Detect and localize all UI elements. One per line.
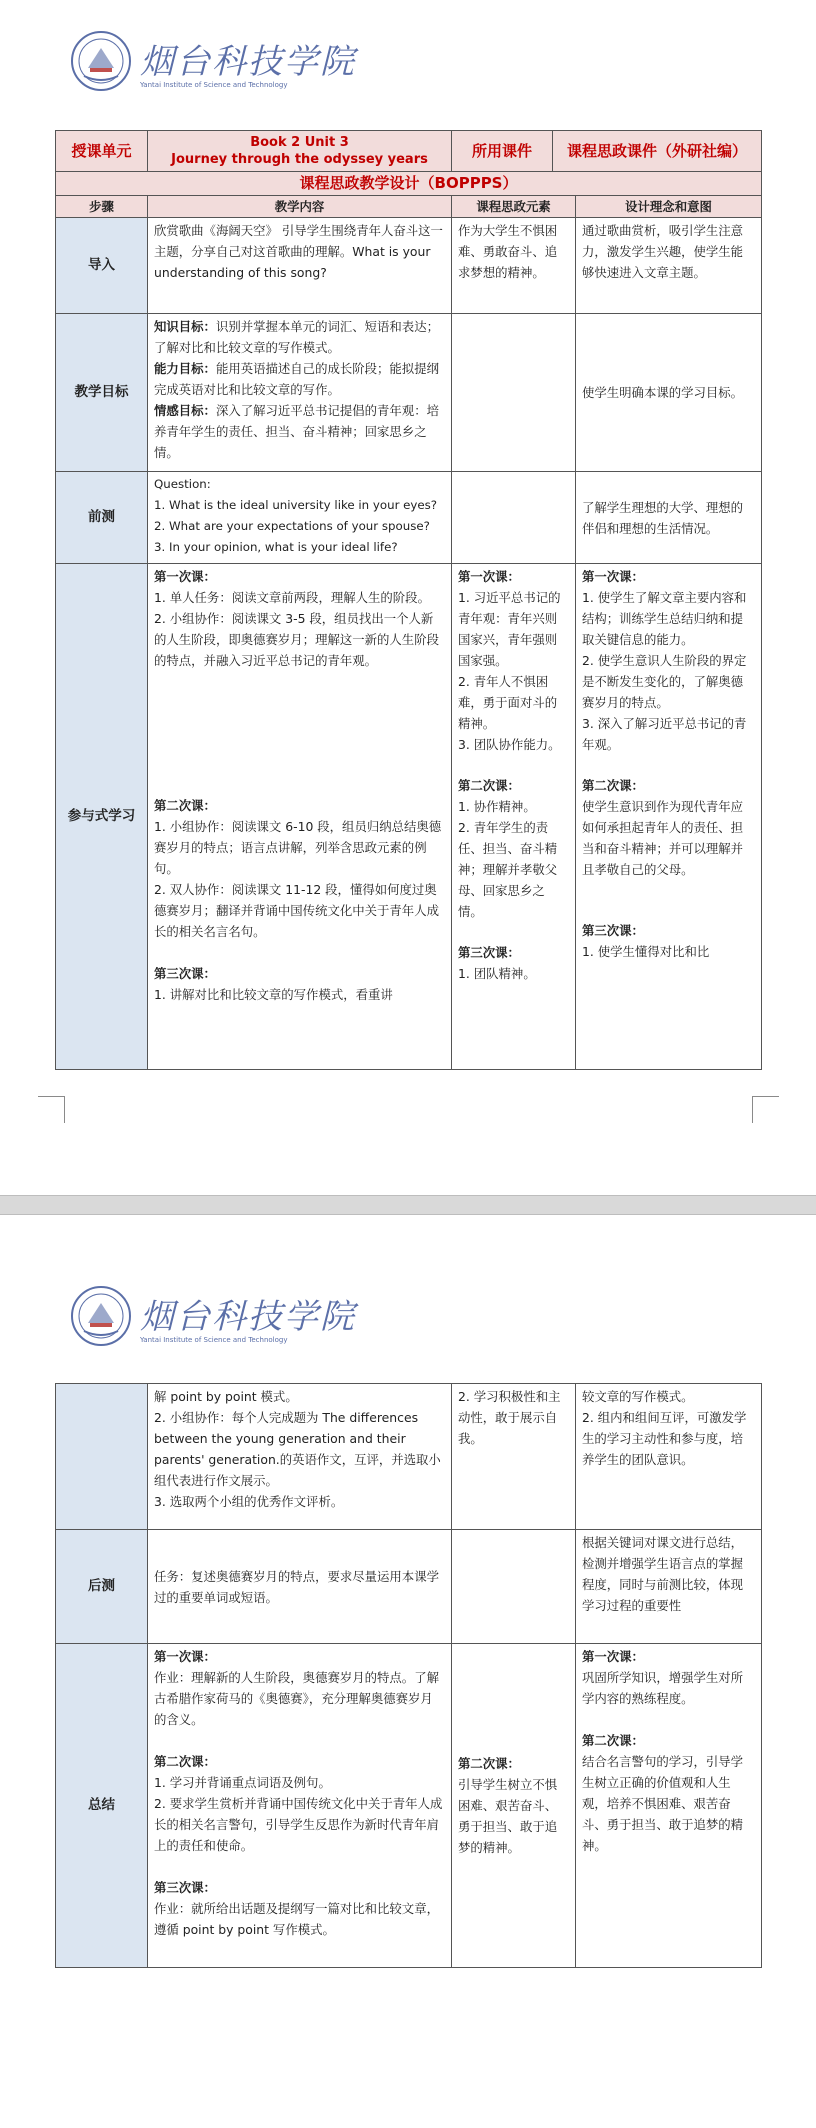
summary-element: 第二次课： 引导学生树立不惧困难、艰苦奋斗、勇于担当、敢于追梦的精神。 [452,1644,576,1968]
document-page-2 [0,1215,816,2128]
school-name-en: Yantai Institute of Science and Technology [140,1335,288,1344]
lesson-design-table-cont [55,1383,762,1968]
intro-intent: 通过歌曲赏析，吸引学生注意力，激发学生兴趣，使学生能够快速进入文章主题。 [576,218,762,314]
table-row [56,218,762,314]
step-pretest: 前测 [56,472,148,564]
posttest-intent: 根据关键词对课文进行总结，检测并增强学生语言点的掌握程度，同时与前测比较，体现学习过程的重要性 [576,1530,762,1644]
table-row [56,472,762,564]
page-separator [0,1195,816,1215]
design-title: 课程思政教学设计（BOPPPS） [56,172,762,196]
pretest-intent: 了解学生理想的大学、理想的伴侣和理想的生活情况。 [576,472,762,564]
crop-mark [752,1096,779,1123]
step-intro: 导入 [56,218,148,314]
table-row [56,1384,762,1530]
step-summary: 总结 [56,1644,148,1968]
col-intent: 设计理念和意图 [576,196,762,218]
participatory-cont-intent: 较文章的写作模式。 2. 组内和组间互评，可激发学生的学习主动性和参与度，培养学生的团队意识。 [576,1384,762,1530]
step-objective: 教学目标 [56,314,148,472]
intro-element: 作为大学生不惧困难、勇敢奋斗、追求梦想的精神。 [452,218,576,314]
courseware-label: 所用课件 [452,131,553,171]
pretest-content: Question: 1. What is the ideal university like in your eyes? 2. What are your expectations of your spouse? 3. In your opinion, what is your ideal life? [148,472,452,564]
unit-title: Book 2 Unit 3 Journey through the odyssey years [148,131,452,172]
school-emblem-icon [70,30,132,92]
intro-content: 欣赏歌曲《海阔天空》 引导学生围绕青年人奋斗这一主题，分享自己对这首歌曲的理解。What is your understanding of this song? [148,218,452,314]
school-name-cn: 烟台科技学院 [140,41,356,82]
table-row [56,564,762,1070]
school-logo [70,1285,356,1347]
participatory-cont-content: 解 point by point 模式。 2. 小组协作：每个人完成题为 The differences between the young generation and their parents' generation.的英语作文，互评，并选取小组代表进行作文展示。 3. 选取两个小组的优秀作文评析。 [148,1384,452,1530]
table-row [56,1644,762,1968]
unit-label: 授课单元 [56,131,148,172]
col-step: 步骤 [56,196,148,218]
objective-content: 知识目标：识别并掌握本单元的词汇、短语和表达；了解对比和比较文章的写作模式。 能力目标：能用英语描述自己的成长阶段；能拟提纲完成英语对比和比较文章的写作。 情感目标：深入了解习近平总书记提倡的青年观：培养青年学生的责任、担当、奋斗精神；回家思乡之情。 [148,314,452,472]
school-emblem-icon [70,1285,132,1347]
lesson-design-table [55,130,762,1070]
step-participatory: 参与式学习 [56,564,148,1070]
crop-mark [38,1096,65,1123]
participatory-intent: 第一次课： 1. 使学生了解文章主要内容和结构；训练学生总结归纳和提取关键信息的能力。 2. 使学生意识人生阶段的界定是不断发生变化的，了解奥德赛岁月的特点。 3. 深入了解习近平总书记的青年观。 第二次课： 使学生意识到作为现代青年应如何承担起青年人的责任、担当和奋斗精神；并可以理解并且孝敬自己的父母。 第三次课： 1. 使学生懂得对比和比 [576,564,762,1070]
courseware-value: 课程思政课件（外研社编） [567,141,748,160]
table-row [56,314,762,472]
school-logo [70,30,356,92]
posttest-content: 任务：复述奥德赛岁月的特点，要求尽量运用本课学过的重要单词或短语。 [148,1530,452,1644]
pretest-element [452,472,576,564]
table-row [56,1530,762,1644]
participatory-content: 第一次课： 1. 单人任务：阅读文章前两段，理解人生的阶段。 2. 小组协作：阅读课文 3-5 段，组员找出一个人新的人生阶段，即奥德赛岁月；理解这一新的人生阶段的特点，并融入习近平总书记的青年观。 第二次课： 1. 小组协作：阅读课文 6-10 段，组员归纳总结奥德赛岁月的特点；语言点讲解，列举含思政元素的例句。 2. 双人协作：阅读课文 11-12 段，懂得如何度过奥德赛岁月；翻译并背诵中国传统文化中关于青年人成长的相关名言名句。 第三次课： 1. 讲解对比和比较文章的写作模式，看重讲 [148,564,452,1070]
objective-intent: 使学生明确本课的学习目标。 [576,314,762,472]
col-content: 教学内容 [148,196,452,218]
col-element: 课程思政元素 [452,196,576,218]
step-posttest: 后测 [56,1530,148,1644]
objective-element [452,314,576,472]
school-name-cn: 烟台科技学院 [140,1296,356,1337]
school-name-en: Yantai Institute of Science and Technology [140,80,288,89]
summary-content: 第一次课： 作业：理解新的人生阶段，奥德赛岁月的特点。了解古希腊作家荷马的《奥德赛》，充分理解奥德赛岁月的含义。 第二次课： 1. 学习并背诵重点词语及例句。 2. 要求学生赏析并背诵中国传统文化中关于青年人成长的相关名言警句，引导学生反思作为新时代青年肩上的责任和使命。 第三次课： 作业：就所给出话题及提纲写一篇对比和比较文章，遵循 point by point 写作模式。 [148,1644,452,1968]
summary-intent: 第一次课： 巩固所学知识，增强学生对所学内容的熟练程度。 第二次课： 结合名言警句的学习，引导学生树立正确的价值观和人生观，培养不惧困难、艰苦奋斗、勇于担当、敢于追梦的精神。 [576,1644,762,1968]
participatory-cont-element: 2. 学习积极性和主动性，敢于展示自我。 [452,1384,576,1530]
posttest-element [452,1530,576,1644]
participatory-element: 第一次课： 1. 习近平总书记的青年观：青年兴则国家兴，青年强则国家强。 2. 青年人不惧困难，勇于面对斗的精神。 3. 团队协作能力。 第二次课： 1. 协作精神。 2. 青年学生的责任、担当、奋斗精神；理解并孝敬父母、回家思乡之情。 第三次课： 1. 团队精神。 [452,564,576,1070]
